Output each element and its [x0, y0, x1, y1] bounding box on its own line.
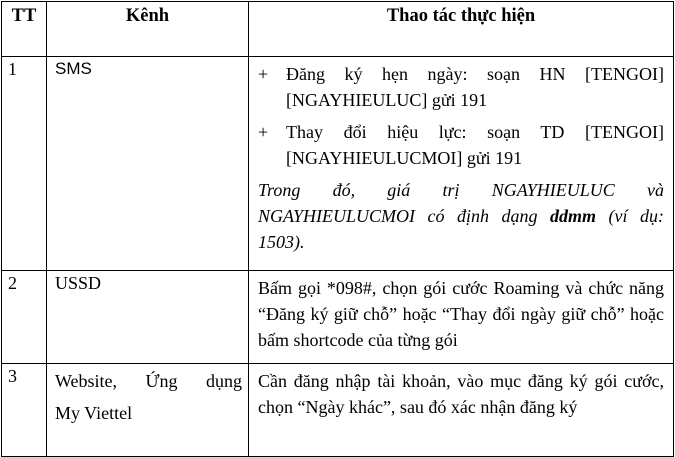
format-note: [258, 177, 664, 255]
channel-name: USSD: [47, 271, 249, 364]
channel-name: SMS: [47, 57, 249, 271]
bullet-register: [258, 61, 664, 113]
channel-name: [47, 364, 249, 457]
row-number: 2: [2, 271, 47, 364]
channel-word: Website,: [55, 371, 118, 391]
note-prefix: Trong đó, giá trị NGAYHIEULUC và NGAYHIEULUCMOI có định dạng: [258, 180, 664, 226]
row-number: 1: [2, 57, 47, 271]
action-text: Bấm gọi *098#, chọn gói cước Roaming và chức năng “Đăng ký giữ chỗ” hoặc “Thay đổi ngày giữ chỗ” hoặc bấm shortcode của từng gói: [249, 271, 674, 364]
bullet-plus: +: [258, 64, 269, 84]
header-tt: TT: [2, 2, 47, 57]
channel-line-2: My Viettel: [55, 403, 133, 423]
header-action: Thao tác thực hiện: [249, 2, 674, 57]
channel-word: dụng: [205, 371, 242, 391]
registration-table: [1, 1, 674, 457]
bullet-plus: +: [258, 122, 269, 142]
table-row: [2, 271, 674, 364]
action-cell: [249, 57, 674, 271]
table-header-row: [2, 2, 674, 57]
note-format-bold: ddmm: [550, 206, 597, 226]
row-number: 3: [2, 364, 47, 457]
bullet-text: Thay đổi hiệu lực: soạn TD [TENGOI] [NGAYHIEULUCMOI] gửi 191: [286, 122, 664, 168]
bullet-text: Đăng ký hẹn ngày: soạn HN [TENGOI] [NGAYHIEULUC] gửi 191: [286, 64, 664, 110]
note-suffix: (ví dụ: 1503).: [258, 206, 664, 252]
table-row: [2, 364, 674, 457]
action-text: Cần đăng nhập tài khoản, vào mục đăng ký gói cước, chọn “Ngày khác”, sau đó xác nhận đăng ký: [249, 364, 674, 457]
channel-word: Ứng: [145, 371, 178, 391]
bullet-change: [258, 119, 664, 171]
channel-line-1: [55, 366, 242, 396]
header-channel: Kênh: [47, 2, 249, 57]
table-row: [2, 57, 674, 271]
